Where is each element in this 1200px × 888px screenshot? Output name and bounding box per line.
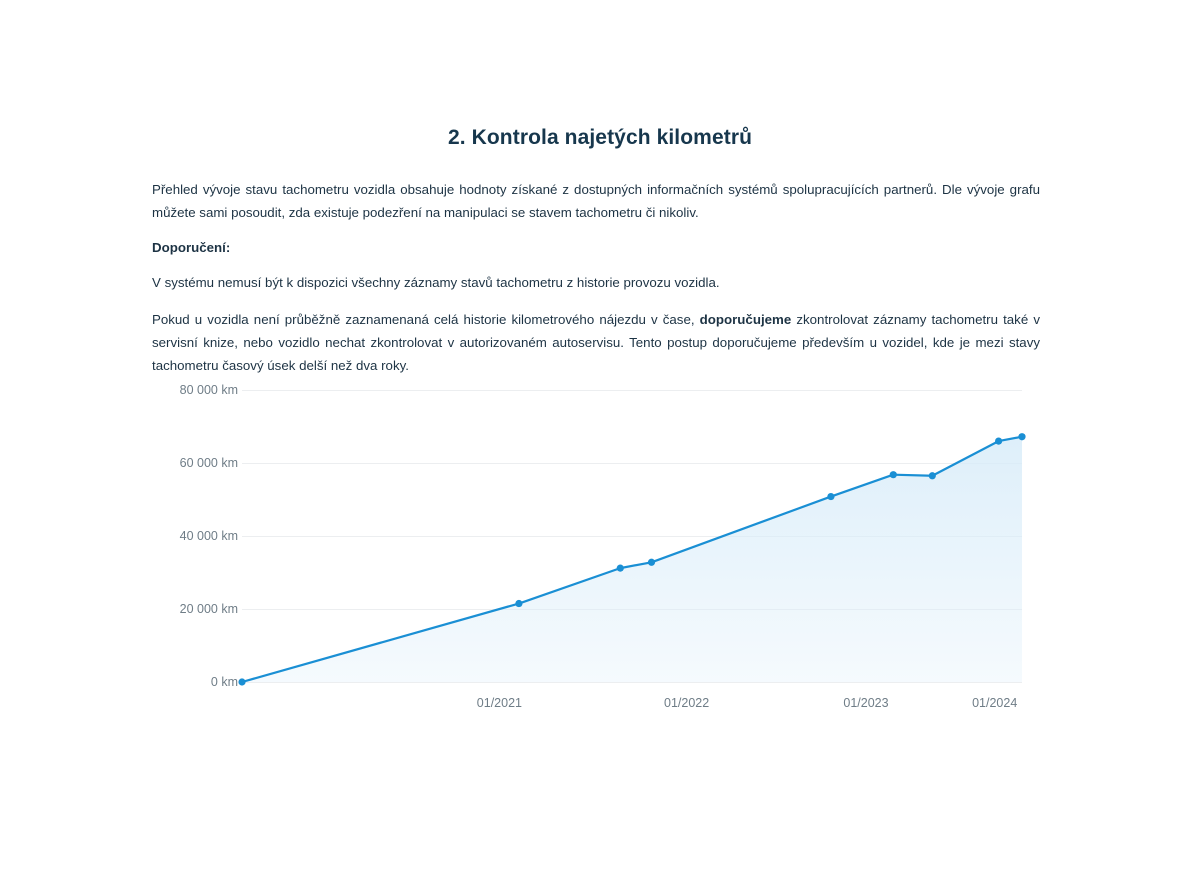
recommendation-paragraph	[152, 308, 1040, 377]
chart-data-point[interactable]	[1018, 433, 1025, 440]
odometer-chart	[150, 374, 1040, 734]
y-axis-tick-label: 0 km	[210, 675, 238, 689]
x-axis-tick-label: 01/2023	[843, 696, 889, 710]
x-axis-tick-label: 01/2024	[972, 696, 1018, 710]
chart-data-point[interactable]	[929, 472, 936, 479]
note-paragraph: V systému nemusí být k dispozici všechny záznamy stavů tachometru z historie provozu vozidla.	[152, 275, 720, 290]
document-body	[152, 178, 1040, 393]
gridline	[242, 682, 1022, 683]
recommendation-label: Doporučení:	[152, 240, 231, 255]
y-axis-tick-label: 40 000 km	[179, 529, 238, 543]
recommendation-text-bold: doporučujeme	[699, 312, 792, 327]
chart-data-point[interactable]	[515, 600, 522, 607]
y-axis-tick-label: 20 000 km	[179, 602, 238, 616]
chart-data-point[interactable]	[890, 471, 897, 478]
chart-data-point[interactable]	[648, 559, 655, 566]
recommendation-text-before: Pokud u vozidla není průběžně zaznamenaná celá historie kilometrového nájezdu v čase,	[152, 312, 700, 327]
x-axis-tick-label: 01/2021	[476, 696, 522, 710]
chart-data-point[interactable]	[995, 438, 1002, 445]
chart-series	[242, 390, 1022, 682]
x-axis-tick-label: 01/2022	[664, 696, 710, 710]
intro-paragraph: Přehled vývoje stavu tachometru vozidla obsahuje hodnoty získané z dostupných informačních systémů spolupracujících partnerů. Dle vývoje grafu můžete sami posoudit, zda existuje podezření na manipulaci se stavem tachometru či nikoliv.	[152, 182, 1040, 220]
recommendation-text-after: zkontrolovat záznamy tachometru také v servisní knize, nebo vozidlo nechat zkontrolovat v autorizovaném autoservisu. Tento postup doporučujeme především u vozidel, kde je mezi stavy tachometru časový úsek delší než dva roky.	[152, 312, 1040, 373]
y-axis-tick-label: 60 000 km	[179, 456, 238, 470]
chart-area-fill	[242, 437, 1022, 682]
chart-data-point[interactable]	[827, 493, 834, 500]
chart-data-point[interactable]	[238, 678, 245, 685]
page-title: 2. Kontrola najetých kilometrů	[447, 126, 753, 149]
chart-data-point[interactable]	[617, 565, 624, 572]
y-axis-tick-label: 80 000 km	[179, 383, 238, 397]
